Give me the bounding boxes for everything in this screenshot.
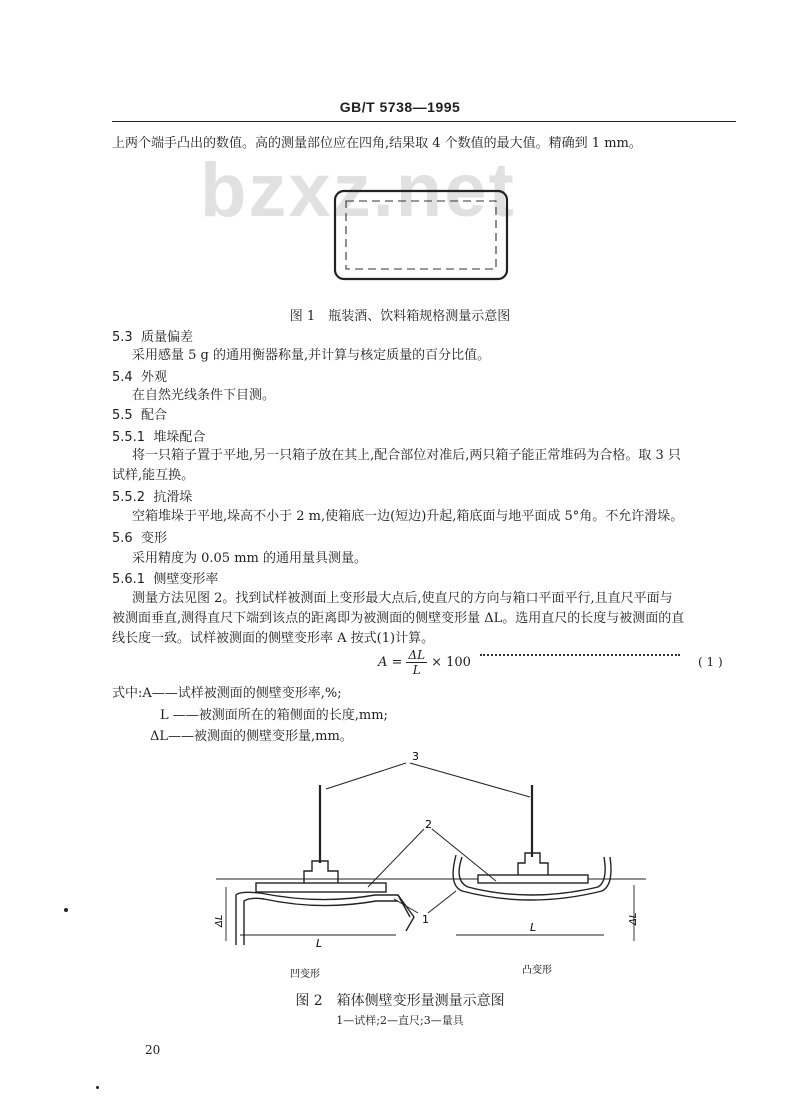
section-number: 5.5.2 [112, 490, 146, 505]
label-concave: 凹变形 [290, 969, 320, 980]
label-convex: 凸变形 [522, 965, 552, 976]
section-title: 配合 [140, 408, 167, 423]
formula-numerator: ΔL [408, 648, 426, 662]
header-rule [112, 121, 736, 122]
formula-denominator: L [412, 663, 421, 677]
page-header-standard-code: GB/T 5738—1995 [339, 99, 461, 115]
where-line-2: L ——被测面所在的箱侧面的长度,mm; [160, 708, 388, 723]
leader-2-right [432, 829, 496, 881]
section-5-5-2-body: 空箱堆垛于平地,垛高不小于 2 m,使箱底一边(短边)升起,箱底面与地平面成 5°角。不允许滑垛。 [132, 509, 684, 524]
figure-2-deformation-diagram [200, 745, 650, 985]
section-title: 质量偏差 [140, 330, 193, 345]
left-dim-L-label: L [316, 937, 323, 950]
intro-paragraph: 上两个端手凸出的数值。高的测量部位应在四角,结果取 4 个数值的最大值。精确到 1 mm。 [112, 136, 642, 151]
figure-2-legend: 1—试样;2—直尺;3—量具 [336, 1014, 464, 1027]
figure-2-caption: 图 2 箱体侧壁变形量测量示意图 [295, 993, 505, 1009]
section-number: 5.3 [112, 330, 133, 345]
section-title: 抗滑垛 [153, 490, 193, 505]
section-5-6-heading [112, 530, 742, 548]
box-inner-dashed [346, 201, 496, 269]
formula-rhs: × 100 [431, 655, 471, 670]
section-5-5-1-heading [112, 429, 742, 447]
callout-3: 3 [412, 750, 419, 763]
section-5-3-body: 采用感量 5 g 的通用衡器称量,并计算与核定质量的百分比值。 [132, 348, 491, 363]
section-5-5-1-body-line-2: 试样,能互换。 [112, 468, 195, 483]
section-5-4-body: 在自然光线条件下目测。 [132, 388, 276, 403]
section-5-5-heading [112, 407, 742, 425]
section-number: 5.5.1 [112, 430, 146, 445]
page-number: 20 [145, 1043, 161, 1057]
box-outline [335, 191, 507, 279]
section-title: 外观 [140, 370, 167, 385]
callout-1: 1 [422, 913, 429, 926]
section-5-6-1-body-line-3: 线长度一致。试样被测面的侧壁变形率 A 按式(1)计算。 [112, 631, 435, 646]
section-5-6-body: 采用精度为 0.05 mm 的通用量具测量。 [132, 551, 367, 566]
left-specimen-concave [236, 892, 410, 945]
equation-number: ( 1 ) [698, 655, 723, 669]
leader-3-right [410, 763, 530, 797]
figure-1-caption: 图 1 瓶装酒、饮料箱规格测量示意图 [289, 309, 511, 324]
section-number: 5.5 [112, 408, 133, 423]
formula-lhs: A = [378, 655, 403, 670]
formula-1 [378, 648, 471, 677]
right-dim-L-label: L [530, 921, 537, 934]
callout-2: 2 [425, 818, 432, 831]
scan-speck [96, 1086, 99, 1089]
section-number: 5.6 [112, 531, 133, 546]
section-5-5-1-body-line-1: 将一只箱子置于平地,另一只箱子放在其上,配合部位对准后,两只箱子能正常堆码为合格。取 3 只 [132, 448, 681, 463]
section-title: 变形 [140, 531, 167, 546]
section-5-6-1-heading [112, 571, 742, 589]
watermark: bzxz.net [200, 148, 516, 233]
left-gauge-body [304, 861, 338, 883]
left-dim-dL-label: ΔL [214, 914, 225, 927]
section-number: 5.6.1 [112, 572, 146, 587]
section-title: 堆垛配合 [153, 430, 206, 445]
section-5-6-1-body-line-2: 被测面垂直,测得直尺下端到该点的距离即为被测面的侧壁变形量 ΔL。选用直尺的长度与被测面的直 [112, 611, 685, 626]
left-straightedge [256, 883, 386, 892]
section-5-6-1-body-line-1: 测量方法见图 2。找到试样被测面上变形最大点后,使直尺的方向与箱口平面平行,且直尺平面与 [132, 591, 673, 606]
figure-1-box-diagram [330, 188, 514, 284]
scan-speck [64, 908, 68, 912]
section-5-3-heading [112, 329, 742, 347]
section-5-5-2-heading [112, 489, 742, 507]
leader-2-left [368, 829, 424, 887]
leader-3-left [326, 763, 406, 789]
section-5-4-heading [112, 369, 742, 387]
where-line-3: ΔL——被测面的侧壁变形量,mm。 [150, 729, 353, 744]
formula-fraction [406, 648, 427, 677]
formula-leader-dots [480, 654, 680, 656]
section-title: 侧壁变形率 [153, 572, 219, 587]
right-straightedge [478, 875, 588, 883]
leader-1-right [428, 891, 456, 913]
where-line-1: 式中:A——试样被测面的侧壁变形率,%; [112, 686, 342, 701]
section-number: 5.4 [112, 370, 133, 385]
right-dim-dL-label: ΔL [628, 912, 639, 925]
